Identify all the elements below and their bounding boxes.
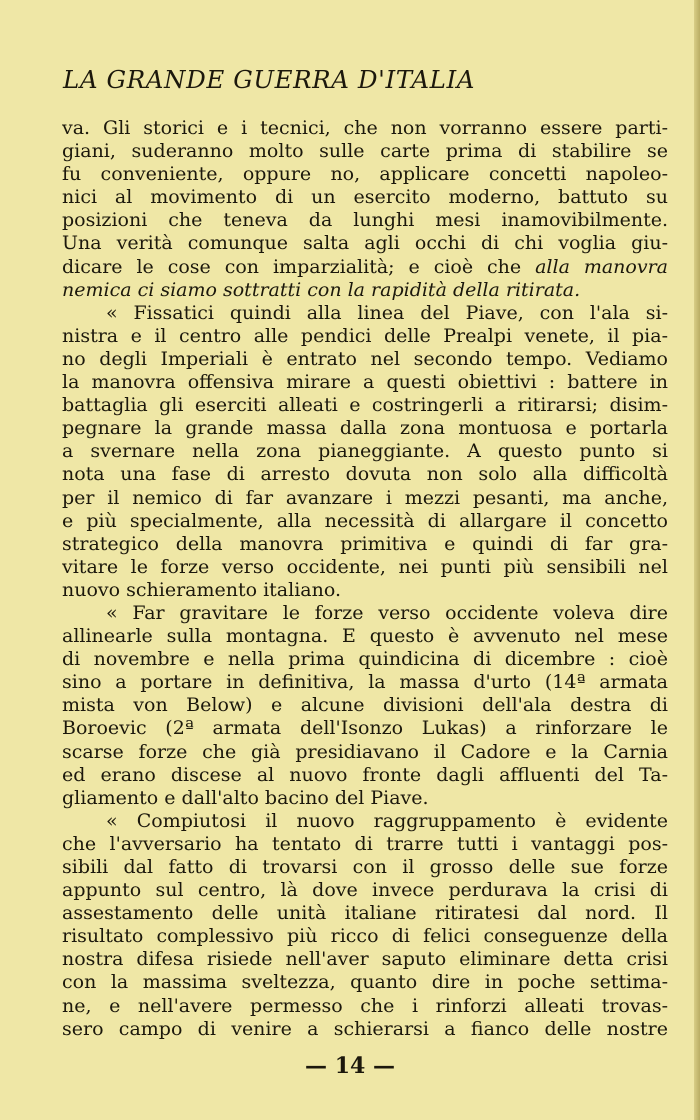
- text-run: « Far gravitare le forze verso occidente voleva dire: [106, 601, 668, 624]
- text-run: va. Gli storici e i tecnici, che non vorranno essere parti-: [62, 117, 668, 139]
- text-line: [62, 394, 668, 417]
- text-run: e più specialmente, alla necessità di allargare il concetto: [62, 509, 668, 532]
- text-line: [62, 648, 668, 671]
- text-run: allinearle sulla montagna. E questo è avvenuto nel mese: [62, 625, 668, 648]
- text-run: sibili dal fatto di trovarsi con il grosso delle sue forze: [62, 856, 668, 878]
- page-number: — 14 —: [305, 1053, 395, 1079]
- text-line: [62, 556, 668, 579]
- text-run: ed erano discese al nuovo fronte dagli affluenti del Ta-: [62, 763, 668, 786]
- text-run: strategico della manovra primitiva e quindi di far gra-: [62, 532, 668, 555]
- text-line: [62, 186, 668, 209]
- text-line: [62, 856, 668, 879]
- text-run: vitare le forze verso occidente, nei punti più sensibili nel: [62, 555, 668, 578]
- text-line: [62, 209, 668, 232]
- text-line: [62, 510, 668, 533]
- text-run: assestamento delle unità italiane ritiratesi dal nord. Il: [62, 902, 668, 925]
- text-run: la manovra offensiva mirare a questi obiettivi : battere in: [62, 371, 668, 394]
- text-run: risultato complessivo più ricco di felici conseguenze della: [62, 925, 668, 948]
- text-run: no degli Imperiali è entrato nel secondo tempo. Vediamo: [62, 347, 668, 370]
- text-line: [62, 971, 668, 994]
- text-line: [62, 417, 668, 440]
- text-line: [62, 163, 668, 186]
- text-line: [62, 487, 668, 510]
- text-line: [62, 948, 668, 971]
- page-edge: [694, 0, 700, 1120]
- text-run: per il nemico di far avanzare i mezzi pesanti, ma anche,: [62, 486, 668, 509]
- text-run: nota una fase di arresto dovuta non solo alla difficoltà: [62, 463, 668, 486]
- text-line: [62, 833, 668, 856]
- italic-run: alla manovra: [535, 255, 668, 278]
- text-run: scarse forze che già presidiavano il Cadore e la Carnia: [62, 740, 668, 763]
- text-run: « Compiutosi il nuovo raggruppamento è evidente: [106, 809, 668, 832]
- running-head: LA GRANDE GUERRA D'ITALIA: [63, 65, 476, 94]
- text-run: che l'avversario ha tentato di trarre tutti i vantaggi pos-: [62, 832, 668, 855]
- text-line: [62, 810, 668, 833]
- text-line: [62, 902, 668, 925]
- text-line: [62, 371, 668, 394]
- text-run: dicare le cose con imparzialità; e cioè che: [62, 255, 536, 278]
- text-run: giani, suderanno molto sulle carte prima di stabilire se: [62, 140, 668, 163]
- text-run: di novembre e nella prima quindicina di dicembre : cioè: [62, 648, 668, 671]
- text-line: [62, 440, 668, 463]
- text-line: [62, 579, 668, 602]
- text-line: [62, 925, 668, 948]
- text-line: [62, 325, 668, 348]
- text-run: a svernare nella zona pianeggiante. A questo punto si: [62, 440, 668, 463]
- text-line: [62, 463, 668, 486]
- text-line: [62, 302, 668, 325]
- text-run: ne, e nell'avere permesso che i rinforzi alleati trovas-: [62, 994, 668, 1017]
- text-run: nostra difesa risiede nell'aver saputo eliminare detta crisi: [62, 948, 668, 971]
- text-line: [62, 995, 668, 1018]
- text-line: [62, 348, 668, 371]
- text-line: [62, 117, 668, 140]
- text-line: [62, 741, 668, 764]
- text-run: sero campo di venire a schierarsi a fianco delle nostre: [62, 1017, 668, 1040]
- text-line: [62, 879, 668, 902]
- text-line: [62, 256, 668, 279]
- text-line: [62, 787, 668, 810]
- text-line: [62, 1018, 668, 1041]
- text-line: [62, 671, 668, 694]
- italic-run: nemica ci siamo sottratti con la rapidità della ritirata.: [62, 278, 581, 301]
- text-line: [62, 140, 668, 163]
- text-line: [62, 717, 668, 740]
- text-run: nistra e il centro alle pendici delle Prealpi venete, il pia-: [62, 324, 668, 347]
- text-line: [62, 625, 668, 648]
- text-run: posizioni che teneva da lunghi mesi inamovibilmente.: [62, 209, 668, 232]
- text-line: [62, 694, 668, 717]
- text-run: nuovo schieramento italiano.: [62, 578, 341, 601]
- text-line: [62, 602, 668, 625]
- text-run: gliamento e dall'alto bacino del Piave.: [62, 786, 429, 809]
- text-run: appunto sul centro, là dove invece perdurava la crisi di: [62, 879, 668, 902]
- text-run: battaglia gli eserciti alleati e costringerli a ritirarsi; disim-: [62, 394, 668, 417]
- text-run: sino a portare in definitiva, la massa d'urto (14ª armata: [62, 671, 668, 694]
- text-run: Boroevic (2ª armata dell'Isonzo Lukas) a rinforzare le: [62, 717, 668, 740]
- text-line: [62, 533, 668, 556]
- body-text: [62, 117, 668, 1041]
- text-run: « Fissatici quindi alla linea del Piave, con l'ala si-: [106, 301, 668, 324]
- text-run: pegnare la grande massa dalla zona montuosa e portarla: [62, 417, 668, 440]
- text-line: [62, 279, 668, 302]
- text-line: [62, 764, 668, 787]
- text-run: con la massima sveltezza, quanto dire in poche settima-: [62, 971, 668, 994]
- text-run: Una verità comunque salta agli occhi di chi voglia giu-: [62, 232, 668, 255]
- text-run: nici al movimento di un esercito moderno, battuto su: [62, 186, 668, 209]
- text-run: fu conveniente, oppure no, applicare concetti napoleo-: [62, 163, 668, 186]
- text-line: [62, 232, 668, 255]
- text-run: mista von Below) e alcune divisioni dell'ala destra di: [62, 694, 668, 717]
